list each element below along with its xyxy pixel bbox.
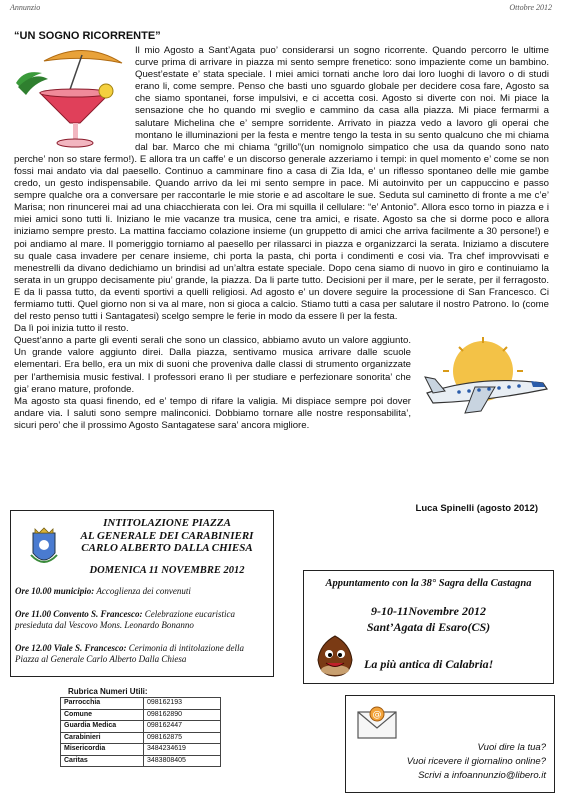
cocktail-illustration: [14, 43, 129, 150]
coat-of-arms-icon: [27, 525, 61, 569]
sagra-announcement: Appuntamento con la 38° Sagra della Castagna: [325, 578, 532, 589]
article-body: [14, 45, 549, 432]
header-left: Annunzio: [10, 3, 41, 12]
event-3-time: Ore 12.00 Viale S. Francesco:: [15, 643, 127, 653]
article-paragraph-1: Il mio Agosto a Sant’Agata puo’ considerarsi un sogno ricorrente. Quando percorro le ultime curve prima di arrivare in piazza mi sento sempre frenetico: sono impaziente come un bambino. Quest’estate e’ stata speciale. I miei amici tornati anche loro dai loro luoghi di lavoro o di studi erano li, come sempre. Penso che basti uno sguardo globale per decidere cosa fare, Agosto sa che siamo spontanei, forse impulsivi, e ci accetta cosi. Agosto si diverte con noi. Mi piace la sensazione che ho quando mi sveglio e cammino da casa alla piazza. Mi piace fermarmi a salutare Michelina che e’ sempre sorridente. Arrivato in piazza vedo a lavoro gli operai che montano le illuminazioni per la festa e mentre tengo la testa in su sento qualcuno che mi chiama dal bar. Marco che mi chiama “grillo”(un nomignolo simpatico che usa da quando sono nato perche’ non so stare fermo!). E allora tra un caffe’ e un discorso generale azzeriamo i tempi: in quel momento e’ come se non fossi mai andato via dal paesello. Continuo a camminare fino a casa di Zia Ida, e’ un riflesso spontaneo delle mie gambe credo, un gesto indispensabile. Quando arrivo da lei mi sento sempre in pace. Mi autoinvito per un cappuccino e passo sempre qualche ora a conversare per raccontarle le mie storie e ad ascoltare le sue. Seduta sul caminetto di fronte a me c’e’ Marisa; non rinuncerei mai ad una chiacchierata con lei. Ora mi squilla il cellulare: “e’ Antonio”. Allora esco torno in piazza e i miei amici sono tutti li. Iniziano le mie vacanze tra musica, cene tra amici, e risate. Agosto sa che si dorme poco e allora iniziamo sempre presto. La mattina facciamo colazione insieme (un gruppetto di amici che arriva facilmente a 30 persone!) e poi andiamo al mare. Il pomeriggio torniamo al paesello per rilassarci in piazza e organizzarci la serata. Iniziamo a discutere su quale casa invadere per cenare insieme, chi porta la pasta, chi porta i condimenti e cosi via. Tra chef improvvisati e menestrelli da divano dedichiamo un brindisi ad un’altra estate speciale. Dopo cena siamo di nuovo in giro e continuiamo la serata in un gruppo decisamente piu’ grande, la piazza. Da li parte tutto. Decisioni per il mare, per le serate, per il ferragosto. E da li passa tutto, da eventi sportivi a quelli religiosi. Ad agosto e’ un dovere seguire la processione di San Francesco. Ci fermiamo tutti. Quel giorno non si va al mare, non si gioca a calcio. Stiamo tutti a casa per salutare il nostro Patrono. Io (come del resto penso tutti i Santagatesi) scelgo sempre le ferie in modo da essere lì per la festa.: [14, 45, 549, 323]
email-envelope-icon: [356, 704, 398, 740]
ceremony-event-1: [15, 586, 270, 597]
event-2-time: Ore 11.00 Convento S. Francesco:: [15, 609, 143, 619]
row-number: 098162890: [144, 709, 221, 721]
article-paragraph-4: Ma agosto sta quasi finendo, ed e’ tempo di rifare la valigia. Mi dispiace sempre poi dover andare via. I saluti sono sempre malinconici. Dobbiamo tornare alle nostre responsabilita’, sicuri pero’ che il prossimo Agosto Santagatese sara’ ancora migliore.: [14, 395, 411, 431]
row-name: Misericordia: [61, 744, 144, 756]
table-row: [61, 721, 221, 733]
sagra-location: Sant’Agata di Esaro(CS): [366, 620, 491, 634]
row-number: 3483808405: [144, 755, 221, 767]
ceremony-event-3: [15, 643, 270, 665]
article-paragraph-2: Da lì poi inizia tutto il resto.: [14, 323, 129, 335]
row-name: Parrocchia: [61, 698, 144, 710]
ceremony-title: [67, 517, 267, 555]
row-number: 098162193: [144, 698, 221, 710]
article-signature: Luca Spinelli (agosto 2012): [415, 503, 538, 514]
table-row: [61, 698, 221, 710]
useful-numbers: [60, 687, 260, 767]
ceremony-title-line-3: CARLO ALBERTO DALLA CHIESA: [81, 542, 253, 554]
header-date: Ottobre 2012: [509, 3, 552, 12]
contact-email[interactable]: Scrivi a infoannunzio@libero.it: [418, 770, 546, 781]
ceremony-date: DOMENICA 11 NOVEMBRE 2012: [89, 565, 245, 576]
useful-numbers-title: Rubrica Numeri Utili:: [68, 687, 148, 696]
event-1-time: Ore 10.00 municipio:: [15, 586, 95, 596]
event-1-text: Accoglienza dei convenuti: [96, 586, 191, 596]
airplane-illustration: [419, 337, 549, 421]
chestnut-mascot-icon: [314, 634, 356, 678]
contact-box: [345, 695, 555, 793]
row-name: Comune: [61, 709, 144, 721]
sagra-tagline: La più antica di Calabria!: [364, 657, 494, 671]
ceremony-event-2: [15, 609, 270, 631]
table-row: [61, 709, 221, 721]
row-number: 3484234619: [144, 744, 221, 756]
ceremony-title-line-1: INTITOLAZIONE PIAZZA: [103, 517, 231, 529]
article-title: “UN SOGNO RICORRENTE”: [14, 30, 161, 42]
sagra-box: [303, 570, 554, 684]
table-row: [61, 732, 221, 744]
ceremony-box: [10, 510, 274, 677]
ceremony-title-line-2: AL GENERALE DEI CARABINIERI: [80, 529, 254, 542]
row-name: Guardia Medica: [61, 721, 144, 733]
row-number: 098162447: [144, 721, 221, 733]
contact-question-1: Vuoi dire la tua?: [477, 742, 546, 753]
page-header: [10, 3, 552, 13]
article-paragraph-3: Quest’anno a parte gli eventi serali che sono un classico, abbiamo avuto un valore aggiunto. Un grande valore aggiunto direi. Dalla piazza, sentivamo musica arrivare dalle scuole elementari. Era bello, era un mix di suoni che proveniva dalle classi di strumento organizzate per l’arthemisia music festival. I professori erano lì per studiare e perfezionare sonorita’ che gia’ erano mature, profonde.: [14, 335, 411, 395]
row-number: 098162875: [144, 732, 221, 744]
event-3-text: Cerimonia di intitolazione della Piazza al Generale Carlo Alberto Dalla Chiesa: [15, 643, 244, 664]
table-row: [61, 755, 221, 767]
row-name: Carabinieri: [61, 732, 144, 744]
svg-text:@: @: [372, 710, 382, 720]
sagra-dates: 9-10-11Novembre 2012: [371, 604, 486, 618]
row-name: Caritas: [61, 755, 144, 767]
event-2-text: Celebrazione eucaristica presieduta dal Vescovo Mons. Leonardo Bonanno: [15, 609, 235, 630]
contact-question-2: Vuoi ricevere il giornalino online?: [406, 756, 546, 767]
table-row: [61, 744, 221, 756]
useful-numbers-table: [60, 697, 221, 767]
